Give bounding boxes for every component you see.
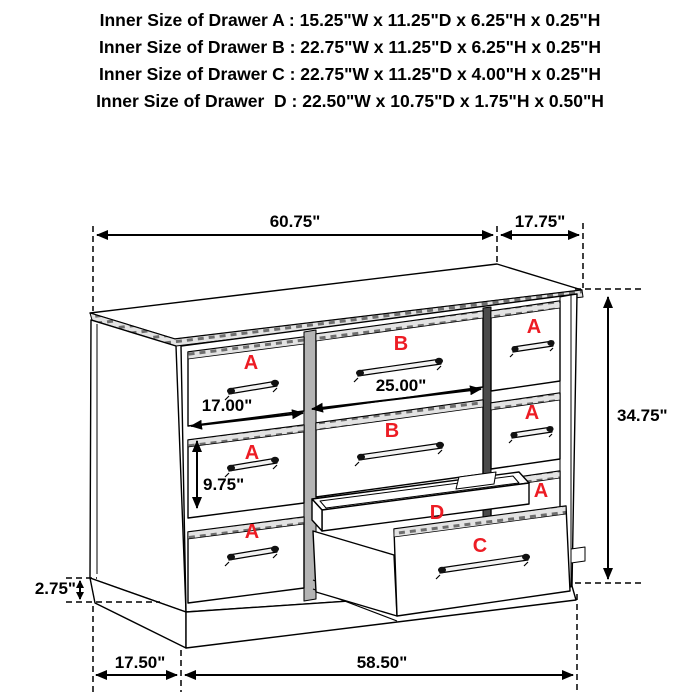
spec-line-drawer-b: Inner Size of Drawer B : 22.75"W x 11.25"D x 6.25"H x 0.25"H (98, 37, 602, 57)
drawer-label-a: A (533, 480, 549, 502)
svg-text:2.75": 2.75" (34, 579, 76, 598)
svg-text:34.75": 34.75" (617, 406, 668, 425)
drawer-a-left-bottom (188, 517, 304, 603)
svg-text:25.00": 25.00" (375, 376, 427, 395)
drawer-label-b: B (393, 333, 409, 355)
side-panel-left (90, 320, 186, 612)
svg-text:9.75": 9.75" (203, 475, 245, 494)
dresser-drawing (90, 264, 585, 648)
dim-base-depth (96, 653, 177, 675)
svg-text:17.75": 17.75" (514, 212, 566, 231)
svg-text:17.00": 17.00" (201, 396, 253, 415)
drawer-label-a: A (244, 442, 260, 464)
svg-text:60.75": 60.75" (269, 212, 321, 231)
spec-line-drawer-c: Inner Size of Drawer C : 22.75"W x 11.25"D x 4.00"H x 0.25"H (98, 64, 602, 84)
svg-text:58.50": 58.50" (356, 653, 408, 672)
drawer-label-a: A (524, 402, 540, 424)
side-glide-bracket (571, 547, 585, 563)
dim-overall-height (608, 297, 668, 579)
spec-line-drawer-d: Inner Size of Drawer D : 22.50"W x 10.75"D x 1.75"H x 0.50"H (96, 91, 604, 111)
drawer-label-b: B (384, 420, 400, 442)
drawer-label-c: C (472, 535, 488, 557)
drawer-a-right-middle (491, 393, 560, 469)
drawer-a-left-middle (188, 425, 304, 518)
spec-line-drawer-a: Inner Size of Drawer A : 15.25"W x 11.25"D x 6.25"H x 0.25"H (99, 10, 601, 30)
drawer-a-right-top (491, 301, 560, 391)
drawer-label-a: A (526, 316, 542, 338)
svg-text:17.50": 17.50" (114, 653, 166, 672)
dim-base-width (185, 653, 573, 675)
drawer-label-a: A (243, 352, 259, 374)
drawer-label-a: A (244, 521, 260, 543)
drawer-label-d: D (429, 502, 445, 524)
dim-overall-depth (501, 212, 579, 235)
dim-base-height (35, 579, 80, 599)
dim-overall-width (97, 212, 493, 235)
